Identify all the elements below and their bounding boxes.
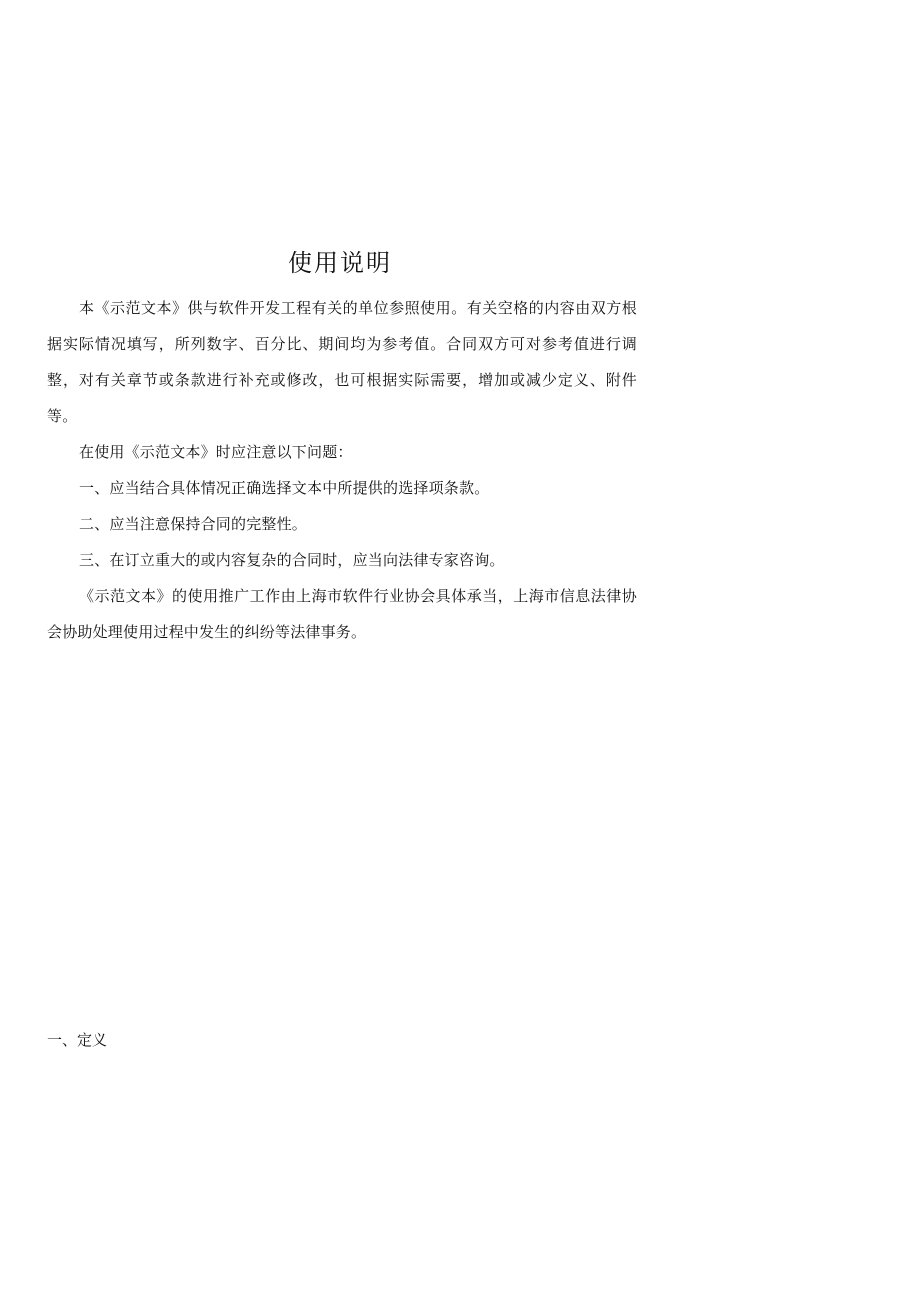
point-three-paragraph: 三、在订立重大的或内容复杂的合同时，应当向法律专家咨询。 — [79, 551, 505, 569]
page-title: 使用说明 — [288, 249, 392, 277]
intro-paragraph: 本《示范文本》供与软件开发工程有关的单位参照使用。有关空格的内容由双方根据实际情况填写，所列数字、百分比、期间均为参考值。合同双方可对参考值进行调整，对有关章节或条款进行补充或修改，也可根据实际需要，增加或减少定义、附件等。 — [47, 299, 637, 425]
promotion-paragraph: 《示范文本》的使用推广工作由上海市软件行业协会具体承当，上海市信息法律协会协助处理使用过程中发生的纠纷等法律事务。 — [47, 587, 637, 641]
instructions-body — [47, 290, 637, 650]
point-two-paragraph: 二、应当注意保持合同的完整性。 — [79, 515, 308, 533]
notice-paragraph: 在使用《示范文本》时应注意以下问题： — [79, 443, 353, 461]
section-heading-definitions: 一、定义 — [47, 1031, 108, 1049]
point-one-paragraph: 一、应当结合具体情况正确选择文本中所提供的选择项条款。 — [79, 479, 490, 497]
